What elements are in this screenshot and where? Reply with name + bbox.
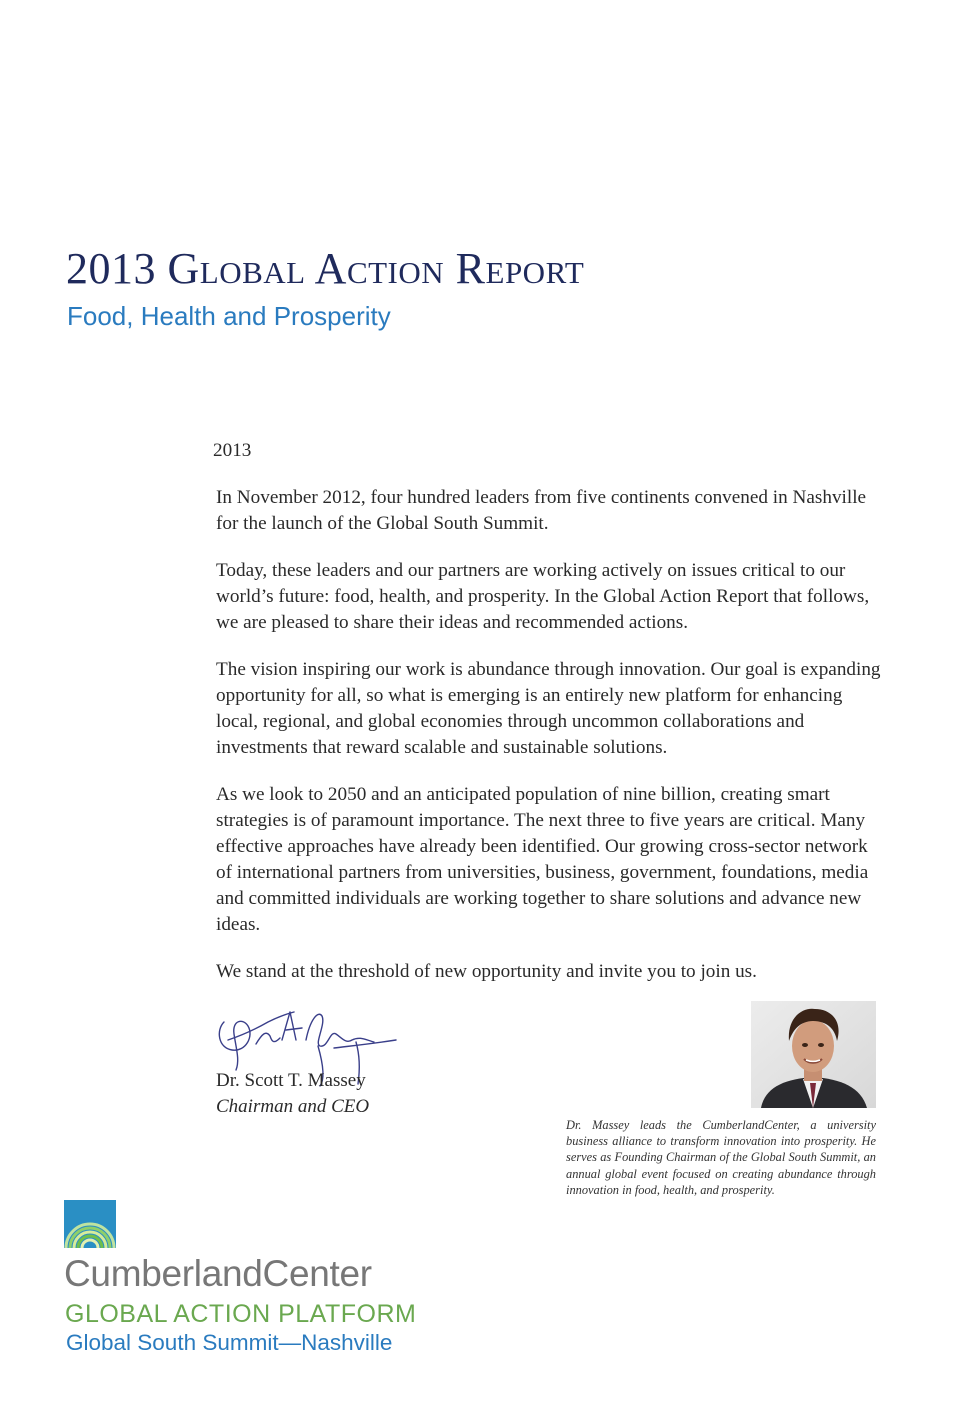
letter-year: 2013	[213, 440, 252, 461]
platform-name: GLOBAL ACTION PLATFORM	[65, 1300, 417, 1328]
org-name: CumberlandCenter	[64, 1253, 372, 1294]
letter-paragraph-2: Today, these leaders and our partners are working actively on issues critical to our world’s future: food, health, and prosperity. In the Global Action Report that follows, we are pleased to share their ideas and recommended actions.	[216, 560, 870, 633]
report-title: 2013 Global Action Report	[66, 244, 585, 293]
portrait-photo	[751, 1001, 876, 1108]
signer-block	[216, 1068, 369, 1120]
signer-name: Dr. Scott T. Massey	[216, 1070, 366, 1091]
letter-paragraph-4: As we look to 2050 and an anticipated population of nine billion, creating smart strategies is of paramount importance. The next three to five years are critical. Many effective approaches have already been identified. Our growing cross-sector network of international partners from universities, business, government, foundations, media and committed individuals are working together to share solutions and advance new ideas.	[216, 784, 869, 935]
letter-body	[213, 438, 886, 1006]
bio-caption: Dr. Massey leads the CumberlandCenter, a university business alliance to transform innovation into prosperity. He serves as Founding Chairman of the Global South Summit, an annual global event focused on creating abundance through innovation in food, health, and prosperity.	[566, 1118, 876, 1197]
letter-paragraph-5: We stand at the threshold of new opportunity and invite you to join us.	[216, 961, 757, 982]
letter-paragraph-3: The vision inspiring our work is abundance through innovation. Our goal is expanding opportunity for all, so what is emerging is an entirely new platform for enhancing local, regional, and global economies through uncommon collaborations and investments that reward scalable and sustainable solutions.	[216, 659, 881, 758]
letter-paragraph-1: In November 2012, four hundred leaders from five continents convened in Nashville for the launch of the Global South Summit.	[216, 487, 867, 534]
summit-name: Global South Summit—Nashville	[66, 1330, 393, 1355]
report-subtitle: Food, Health and Prosperity	[67, 301, 391, 331]
cumberland-arc-logo-icon	[64, 1200, 116, 1248]
signer-role: Chairman and CEO	[216, 1096, 370, 1117]
